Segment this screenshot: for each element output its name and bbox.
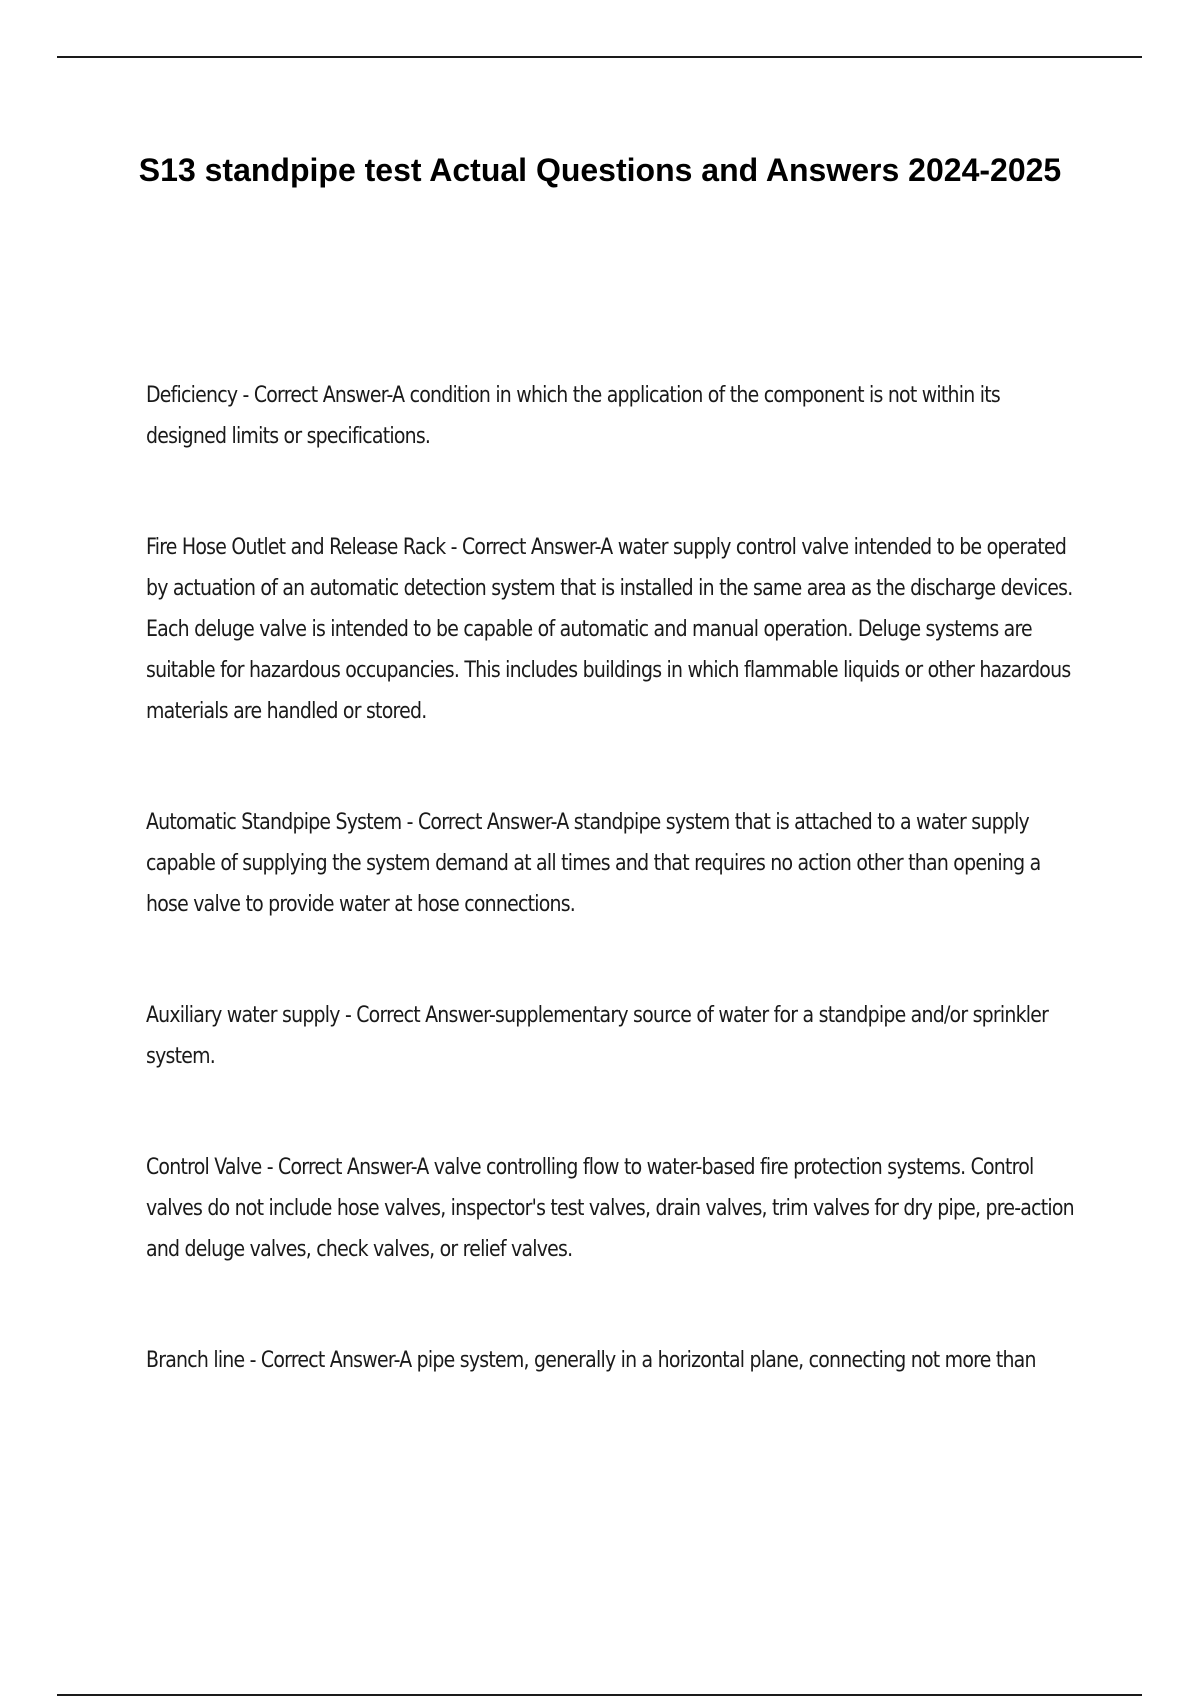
qa-entry bbox=[146, 995, 1083, 1077]
qa-entry bbox=[146, 1147, 1083, 1270]
top-rule bbox=[57, 56, 1142, 58]
qa-entry bbox=[146, 802, 1083, 925]
entry-term: Auxiliary water supply bbox=[146, 1003, 340, 1028]
qa-entry bbox=[146, 1340, 1083, 1381]
entry-term: Branch line bbox=[146, 1348, 245, 1373]
qa-entry bbox=[146, 527, 1083, 732]
entry-separator: - Correct Answer- bbox=[261, 1155, 417, 1180]
entry-term: Deficiency bbox=[146, 383, 238, 408]
entry-term: Control Valve bbox=[146, 1155, 262, 1180]
entry-separator: - Correct Answer- bbox=[445, 535, 601, 560]
entry-answer: A standpipe system that is attached to a water supply capable of supplying the system demand at all times and that requires no action other than opening a hose valve to provide water at hose connections. bbox=[146, 810, 1041, 917]
entry-answer: A pipe system, generally in a horizontal plane, connecting not more than bbox=[399, 1348, 1036, 1373]
entry-separator: - Correct Answer- bbox=[339, 1003, 495, 1028]
entry-term: Automatic Standpipe System bbox=[146, 810, 402, 835]
qa-list bbox=[146, 375, 1086, 1451]
entry-term: Fire Hose Outlet and Release Rack bbox=[146, 535, 446, 560]
entry-separator: - Correct Answer- bbox=[244, 1348, 400, 1373]
entry-separator: - Correct Answer- bbox=[401, 810, 557, 835]
entry-separator: - Correct Answer- bbox=[237, 383, 393, 408]
entry-answer: A condition in which the application of the component is not within its designed limits or specifications. bbox=[146, 383, 1000, 449]
bottom-rule bbox=[57, 1694, 1142, 1696]
entry-answer: A valve controlling flow to water-based fire protection systems. Control valves do not include hose valves, inspector's test valves, drain valves, trim valves for dry pipe, pre-action and deluge valves, check valves, or relief valves. bbox=[146, 1155, 1074, 1262]
qa-entry bbox=[146, 375, 1083, 457]
document-title: S13 standpipe test Actual Questions and Answers 2024-2025 bbox=[138, 152, 1062, 188]
entry-answer: A water supply control valve intended to be operated by actuation of an automatic detection system that is installed in the same area as the discharge devices. Each deluge valve is intended to be capable of automatic and manual operation. Deluge systems are suitable for hazardous occupancies. This includes buildings in which flammable liquids or other hazardous materials are handled or stored. bbox=[146, 535, 1073, 724]
entry-answer: supplementary source of water for a standpipe and/or sprinkler system. bbox=[146, 1003, 1049, 1069]
